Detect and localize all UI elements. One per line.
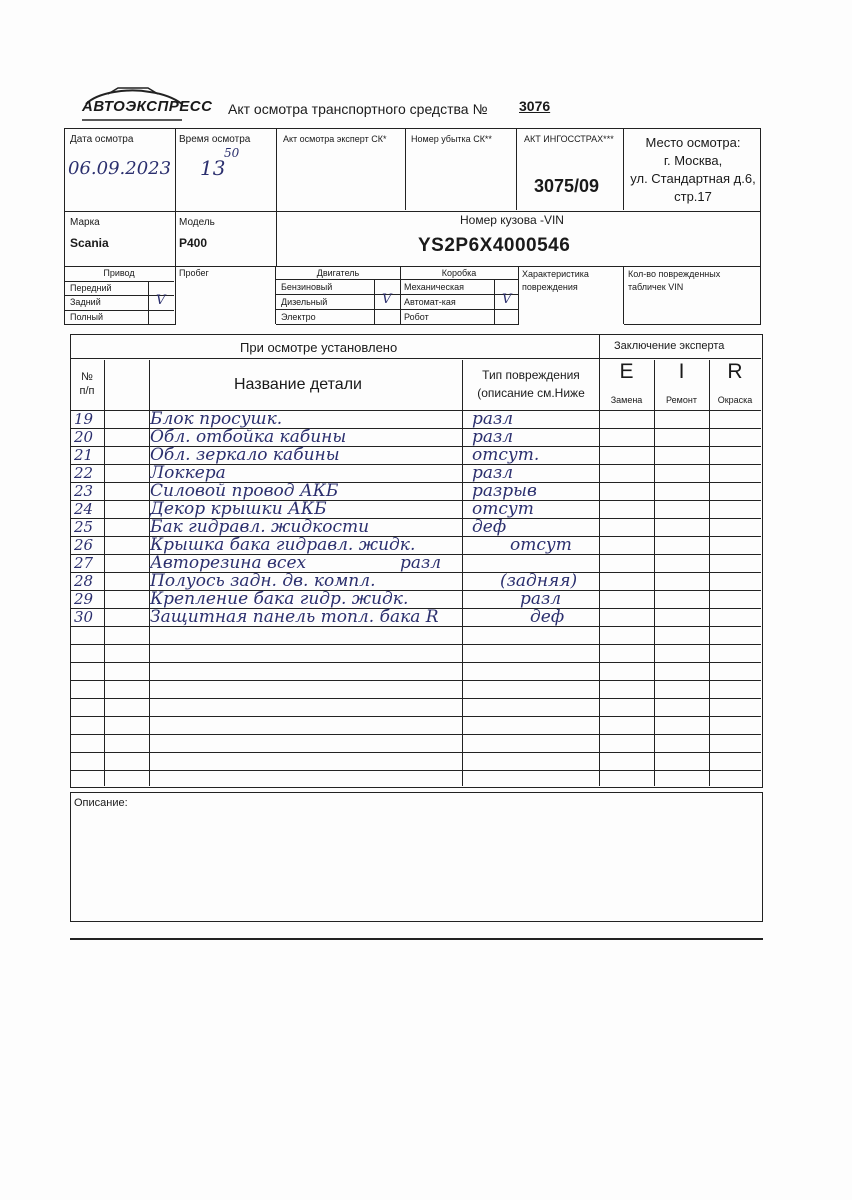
engine-diesel-check: V: [382, 292, 392, 307]
findings-section-title: При осмотре установлено: [240, 340, 398, 355]
description-box: [70, 792, 763, 922]
row-num: 26: [74, 536, 94, 554]
i-letter: I: [678, 360, 685, 383]
row-damage: разл: [472, 409, 514, 429]
row-num: 21: [74, 446, 94, 464]
time-label: Время осмотра: [179, 134, 251, 145]
damage-char-label: Характеристика повреждения: [522, 269, 589, 292]
row-num: 22: [74, 464, 94, 482]
num-header-bottom: п/п: [79, 385, 95, 397]
row-part: Обл. зеркало кабины: [150, 445, 340, 465]
damage-header-top: Тип повреждения: [482, 368, 580, 382]
place-building: стр.17: [674, 189, 712, 204]
description-label: Описание:: [74, 797, 128, 809]
row-damage: отсут.: [472, 445, 540, 465]
gearbox-label: Коробка: [441, 268, 477, 278]
gearbox-manual: Механическая: [404, 282, 465, 292]
row-damage: разл: [520, 589, 562, 609]
row-part: Авторезина всех: [150, 553, 307, 573]
drive-full: Полный: [70, 312, 103, 322]
row-num: 19: [74, 410, 94, 428]
row-part: Крепление бака гидр. жидк.: [150, 589, 409, 609]
row-num: 28: [74, 572, 94, 590]
place-city: г. Москва,: [663, 153, 723, 168]
damage-header-bottom: (описание см.Ниже: [477, 386, 585, 400]
row-damage: разрыв: [472, 481, 537, 501]
ingos-value: 3075/09: [534, 176, 600, 196]
paint-label: Окраска: [717, 395, 753, 405]
gearbox-auto-check: V: [502, 292, 512, 307]
vin-label: Номер кузова -VIN: [460, 213, 564, 227]
expert-act-label: Акт осмотра эксперт СК*: [283, 134, 387, 144]
engine-label: Двигатель: [316, 268, 360, 278]
row-num: 25: [74, 518, 94, 536]
row-damage: (задняя): [500, 571, 578, 591]
row-num: 20: [74, 428, 94, 446]
row-damage: отсут: [472, 499, 534, 519]
engine-petrol: Бензиновый: [281, 282, 333, 292]
damage-header: [463, 366, 599, 402]
part-header: Название детали: [234, 376, 362, 393]
act-number: 3076: [519, 98, 551, 114]
conclusion-title: Заключение эксперта: [614, 340, 725, 352]
drive-label: Привод: [103, 268, 135, 278]
vin-plates-label: Кол-во поврежденных табличек VIN: [628, 269, 721, 292]
row-num: 24: [74, 500, 94, 518]
ingos-label: АКТ ИНГОССТРАХ***: [524, 134, 614, 144]
time-value: 13: [200, 156, 226, 180]
row-damage: разл: [400, 553, 442, 573]
row-part: Бак гидравл. жидкости: [150, 517, 370, 537]
time-minutes: 50: [224, 146, 240, 160]
row-num: 30: [74, 608, 94, 626]
place-street: ул. Стандартная д.6,: [630, 171, 756, 186]
model-label: Модель: [179, 217, 215, 228]
r-letter: R: [727, 360, 743, 383]
row-part: Крышка бака гидравл. жидк.: [150, 535, 416, 555]
make-value: Scania: [70, 236, 109, 250]
engine-diesel: Дизельный: [281, 297, 328, 307]
row-damage: отсут: [510, 535, 572, 555]
place-label: Место осмотра:: [645, 135, 741, 150]
engine-electro: Электро: [281, 312, 316, 322]
date-value: 06.09.2023: [68, 158, 172, 179]
row-part: Полуось задн. дв. компл.: [150, 571, 376, 591]
logo-text: АВТОЭКСПРЕСС: [82, 98, 213, 115]
num-header-top: №: [81, 371, 93, 383]
row-damage: разл: [472, 463, 514, 483]
row-part: Обл. отбойка кабины: [150, 427, 347, 447]
row-num: 29: [74, 590, 94, 608]
row-part: Локкера: [150, 463, 226, 483]
row-part: Силовой провод АКБ: [150, 481, 339, 501]
row-num: 23: [74, 482, 94, 500]
gearbox-robot: Робот: [404, 312, 429, 322]
vin-value: YS2P6X4000546: [418, 235, 571, 256]
company-logo: [78, 82, 213, 126]
model-value: P400: [179, 236, 208, 250]
bottom-divider: [70, 938, 763, 940]
place-block: [626, 134, 760, 206]
row-damage: разл: [472, 427, 514, 447]
loss-number-label: Номер убытка СК**: [411, 134, 492, 144]
row-part: Защитная панель топл. бака R: [150, 607, 439, 627]
e-letter: E: [619, 360, 634, 383]
make-label: Марка: [70, 217, 100, 228]
row-damage: деф: [530, 607, 565, 627]
drive-front: Передний: [70, 283, 112, 293]
gearbox-auto: Автомат-кая: [404, 297, 456, 307]
row-num: 27: [74, 554, 94, 572]
row-part: Блок просушк.: [150, 409, 283, 429]
num-header: [70, 370, 104, 398]
date-label: Дата осмотра: [70, 134, 134, 145]
vehicle-block: [64, 210, 761, 267]
row-damage: деф: [472, 517, 507, 537]
mileage-label: Пробег: [179, 268, 209, 278]
row-part: Декор крышки АКБ: [150, 499, 327, 519]
drive-rear-check: V: [156, 293, 166, 308]
document-title: Акт осмотра транспортного средства №: [228, 101, 488, 117]
drive-rear: Задний: [70, 297, 101, 307]
replace-label: Замена: [610, 395, 643, 405]
repair-label: Ремонт: [666, 395, 697, 405]
